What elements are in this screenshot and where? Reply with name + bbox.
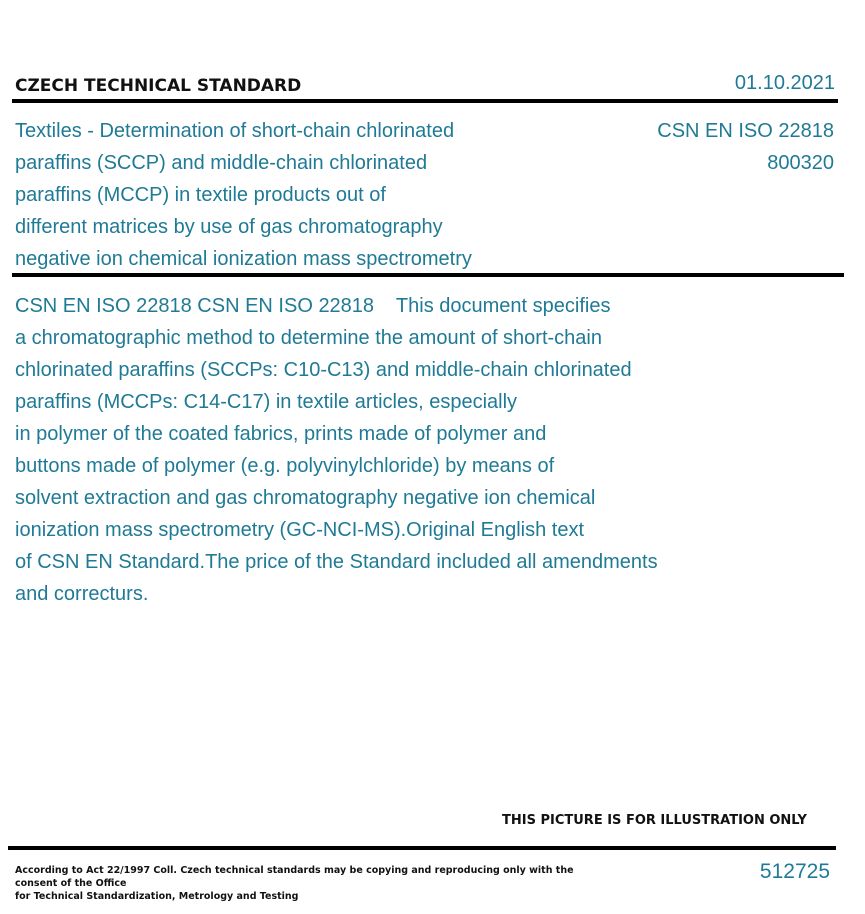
class-code: 800320 <box>767 152 834 174</box>
legal-notice <box>15 864 615 903</box>
publication-date: 01.10.2021 <box>734 72 835 94</box>
legal-line: for Technical Standardization, Metrology and Testing <box>15 891 299 902</box>
standard-abstract <box>15 290 735 610</box>
abstract-line: and correcturs. <box>15 583 149 605</box>
title-divider <box>12 273 844 277</box>
standard-number: CSN EN ISO 22818 <box>657 120 834 142</box>
abstract-line: in polymer of the coated fabrics, prints made of polymer and <box>15 423 547 445</box>
document-type-label: CZECH TECHNICAL STANDARD <box>15 76 302 96</box>
abstract-line: paraffins (MCCPs: C14-C17) in textile articles, especially <box>15 391 518 413</box>
abstract-line: a chromatographic method to determine the amount of short-chain <box>15 327 602 349</box>
title-line: different matrices by use of gas chromatography <box>15 216 443 238</box>
title-line: paraffins (SCCP) and middle-chain chlorinated <box>15 152 428 174</box>
header-divider <box>12 99 838 103</box>
title-line: Textiles - Determination of short-chain chlorinated <box>15 120 455 142</box>
abstract-line: ionization mass spectrometry (GC-NCI-MS).Original English text <box>15 519 585 541</box>
abstract-line: CSN EN ISO 22818 CSN EN ISO 22818 This document specifies <box>15 295 611 317</box>
title-line: paraffins (MCCP) in textile products out of <box>15 184 386 206</box>
illustration-note: THIS PICTURE IS FOR ILLUSTRATION ONLY <box>502 813 807 828</box>
catalog-number: 512725 <box>759 860 830 883</box>
abstract-line: solvent extraction and gas chromatography negative ion chemical <box>15 487 596 509</box>
abstract-line: chlorinated paraffins (SCCPs: C10-C13) and middle-chain chlorinated <box>15 359 632 381</box>
abstract-line: buttons made of polymer (e.g. polyvinylchloride) by means of <box>15 455 555 477</box>
title-line: negative ion chemical ionization mass spectrometry <box>15 248 472 270</box>
standard-title <box>15 115 575 275</box>
standard-identifiers <box>657 115 834 179</box>
abstract-line: of CSN EN Standard.The price of the Standard included all amendments <box>15 551 658 573</box>
legal-line: According to Act 22/1997 Coll. Czech technical standards may be copying and reproducing only with the consent of the Office <box>15 865 574 889</box>
footer-divider <box>8 846 836 850</box>
